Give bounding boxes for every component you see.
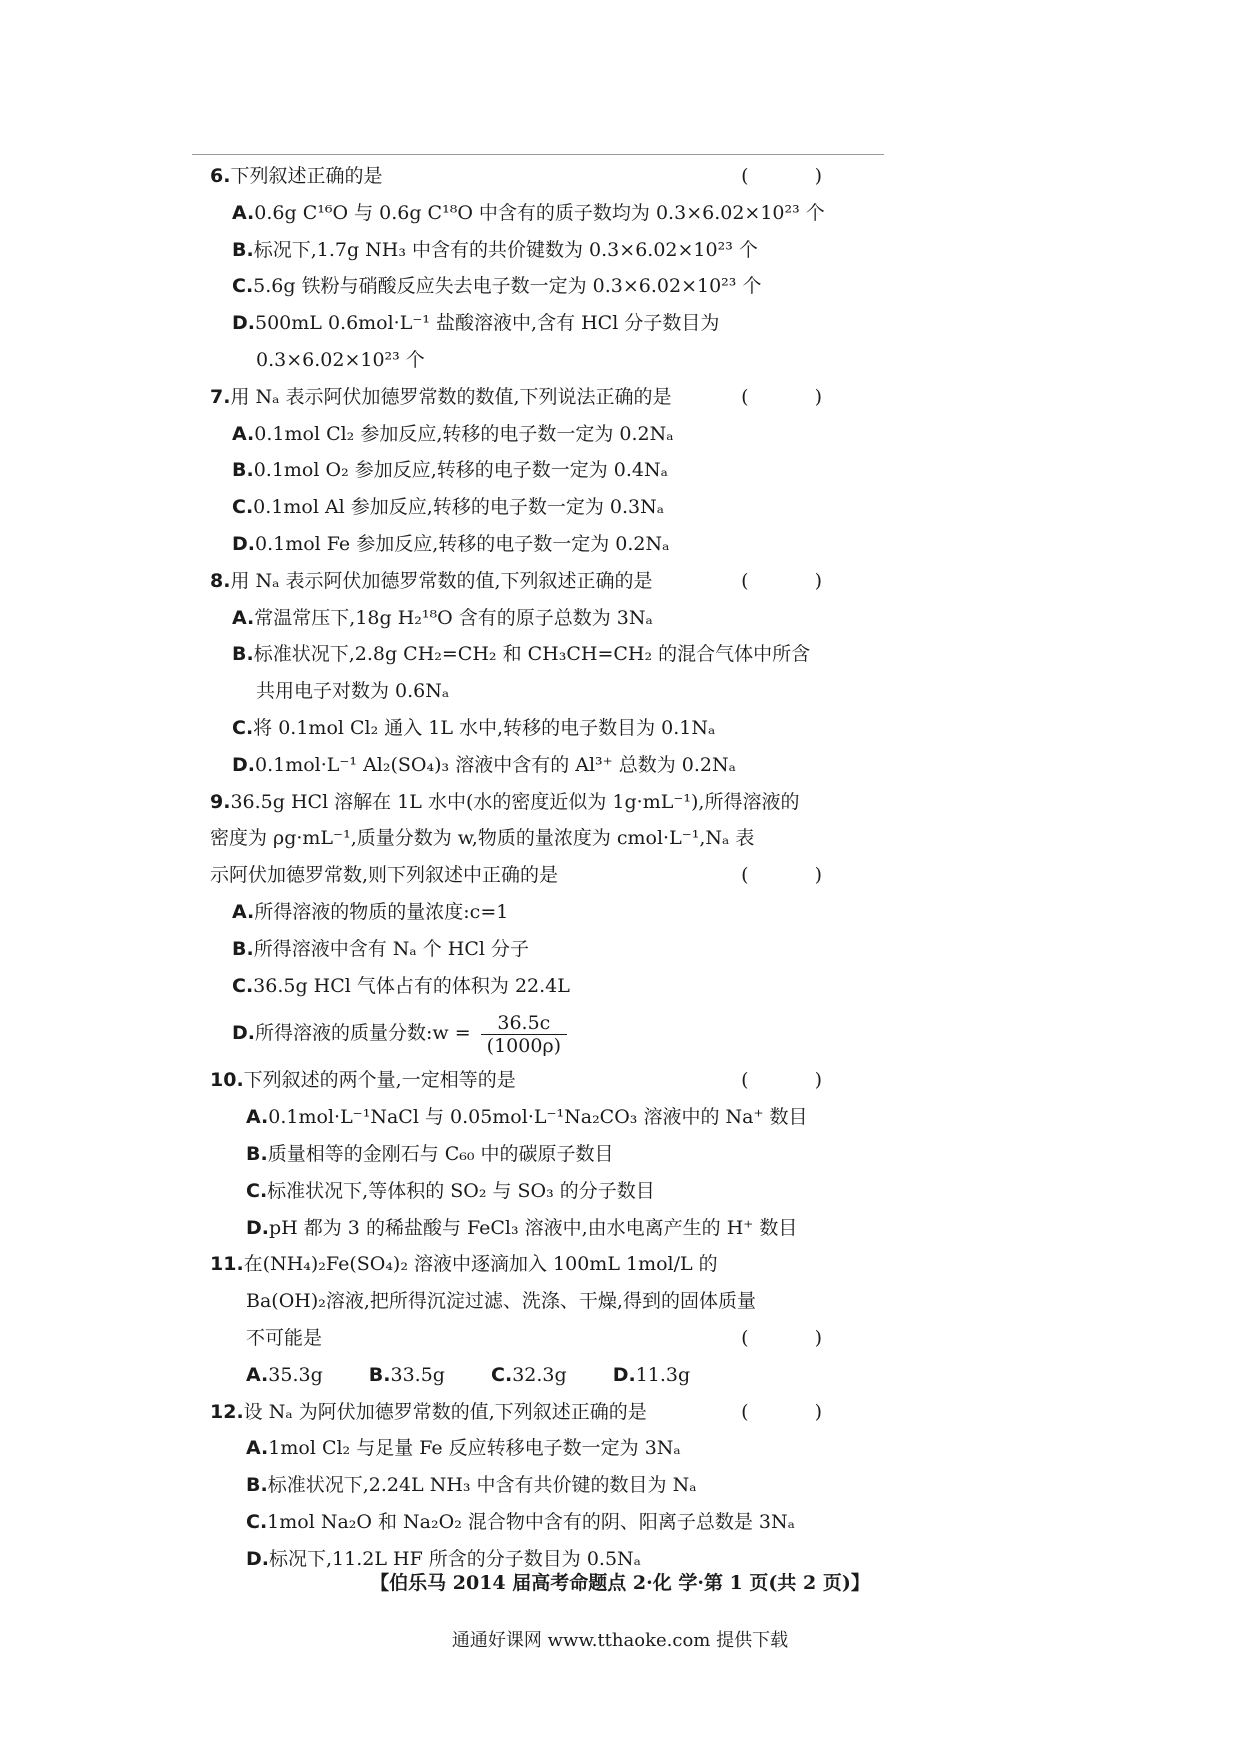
q6-option-d-continued: 0.3×6.02×10²³ 个 bbox=[256, 348, 425, 371]
q9-option-d bbox=[210, 1004, 870, 1062]
option-text: 所得溶液的质量分数:w = bbox=[255, 1022, 471, 1045]
q9-option-b bbox=[210, 931, 870, 968]
q7-option-a bbox=[210, 416, 870, 453]
option-label: C. bbox=[232, 716, 254, 739]
option-label: D. bbox=[246, 1216, 269, 1239]
answer-bracket: ( ) bbox=[741, 165, 852, 187]
option-label: C. bbox=[246, 1179, 268, 1202]
q6-option-d bbox=[210, 305, 870, 342]
q10-option-b bbox=[210, 1136, 870, 1173]
question-11-stem-line-3 bbox=[210, 1320, 870, 1357]
option-text: 标准状况下,等体积的 SO₂ 与 SO₃ 的分子数目 bbox=[267, 1179, 655, 1202]
question-number: 11. bbox=[210, 1253, 244, 1276]
question-number: 9. bbox=[210, 790, 231, 813]
q7-option-d bbox=[210, 526, 870, 563]
option-label: A. bbox=[232, 900, 255, 923]
q9-option-a bbox=[210, 894, 870, 931]
option-text: 标况下,1.7g NH₃ 中含有的共价键数为 0.3×6.02×10²³ 个 bbox=[253, 238, 758, 261]
option-text: 将 0.1mol Cl₂ 通入 1L 水中,转移的电子数目为 0.1Nₐ bbox=[253, 716, 716, 739]
option-label: B. bbox=[368, 1363, 391, 1386]
option-label: B. bbox=[246, 1474, 268, 1497]
option-label: D. bbox=[232, 312, 255, 335]
option-text: 1mol Na₂O 和 Na₂O₂ 混合物中含有的阴、阳离子总数是 3Nₐ bbox=[267, 1510, 795, 1533]
option-label: D. bbox=[232, 753, 255, 776]
q8-option-b-continued: 共用电子对数为 0.6Nₐ bbox=[256, 680, 450, 703]
question-11-stem-line-2: Ba(OH)₂溶液,把所得沉淀过滤、洗涤、干燥,得到的固体质量 bbox=[246, 1290, 756, 1313]
option-text: 标况下,11.2L HF 所含的分子数目为 0.5Nₐ bbox=[269, 1547, 642, 1570]
q6-option-c bbox=[210, 268, 870, 305]
answer-bracket: ( ) bbox=[741, 864, 852, 887]
option-text: 所得溶液的物质的量浓度:c=1 bbox=[254, 900, 509, 923]
option-label: C. bbox=[491, 1363, 513, 1386]
question-content bbox=[210, 158, 870, 1577]
option-label: D. bbox=[612, 1363, 636, 1386]
question-8-stem bbox=[210, 563, 870, 600]
question-10-stem bbox=[210, 1062, 870, 1099]
option-label: C. bbox=[232, 496, 254, 519]
question-text: 设 Nₐ 为阿伏加德罗常数的值,下列叙述正确的是 bbox=[243, 1400, 647, 1423]
q8-option-d bbox=[210, 747, 870, 784]
q11-option-a bbox=[246, 1357, 323, 1394]
option-text: 32.3g bbox=[512, 1363, 567, 1386]
question-number: 12. bbox=[210, 1400, 244, 1423]
option-label: B. bbox=[232, 643, 254, 666]
option-label: C. bbox=[232, 974, 254, 997]
option-text: 标准状况下,2.24L NH₃ 中含有共价键的数目为 Nₐ bbox=[267, 1474, 697, 1497]
q8-option-c bbox=[210, 710, 870, 747]
option-label: B. bbox=[232, 937, 254, 960]
option-text: 33.5g bbox=[390, 1363, 445, 1386]
answer-bracket: ( ) bbox=[741, 1400, 852, 1423]
option-label: B. bbox=[232, 238, 254, 261]
q12-option-a bbox=[210, 1430, 870, 1467]
question-6-stem bbox=[210, 158, 870, 195]
question-text: 不可能是 bbox=[246, 1326, 323, 1349]
option-text: 标准状况下,2.8g CH₂=CH₂ 和 CH₃CH=CH₂ 的混合气体中所含 bbox=[253, 643, 811, 666]
option-text: 11.3g bbox=[635, 1363, 691, 1386]
option-label: B. bbox=[246, 1142, 268, 1165]
option-label: A. bbox=[232, 201, 255, 224]
question-9-stem-line-3 bbox=[210, 857, 870, 894]
q6-option-a bbox=[210, 195, 870, 232]
q11-option-d bbox=[613, 1357, 690, 1394]
option-text: 0.1mol Fe 参加反应,转移的电子数一定为 0.2Nₐ bbox=[255, 532, 670, 555]
option-label: B. bbox=[232, 459, 254, 482]
option-text: 5.6g 铁粉与硝酸反应失去电子数一定为 0.3×6.02×10²³ 个 bbox=[253, 275, 762, 298]
q11-option-b bbox=[369, 1357, 445, 1394]
q11-options bbox=[210, 1357, 870, 1394]
option-text: 质量相等的金刚石与 C₆₀ 中的碳原子数目 bbox=[267, 1142, 614, 1165]
question-number: 6. bbox=[210, 165, 231, 187]
q11-option-c bbox=[491, 1357, 567, 1394]
option-label: A. bbox=[246, 1437, 269, 1460]
answer-bracket: ( ) bbox=[741, 385, 852, 408]
question-text: 在(NH₄)₂Fe(SO₄)₂ 溶液中逐滴加入 100mL 1mol/L 的 bbox=[243, 1253, 718, 1276]
question-text: 下列叙述正确的是 bbox=[230, 165, 383, 187]
option-text: 0.1mol·L⁻¹ Al₂(SO₄)₃ 溶液中含有的 Al³⁺ 总数为 0.2Nₐ bbox=[255, 753, 736, 776]
option-label: D. bbox=[232, 532, 255, 555]
page-footer: 【伯乐马 2014 届高考命题点 2·化 学·第 1 页(共 2 页)】 bbox=[370, 1572, 870, 1594]
source-credit: 通通好课网 www.tthaoke.com 提供下载 bbox=[451, 1630, 789, 1651]
option-label: D. bbox=[246, 1547, 269, 1570]
question-text: 用 Nₐ 表示阿伏加德罗常数的值,下列叙述正确的是 bbox=[230, 569, 653, 592]
option-text: 35.3g bbox=[268, 1363, 323, 1386]
question-12-stem bbox=[210, 1394, 870, 1431]
option-label: D. bbox=[232, 1022, 255, 1045]
top-rule bbox=[192, 154, 884, 155]
answer-bracket: ( ) bbox=[741, 1069, 852, 1092]
fraction-numerator: 36.5c bbox=[481, 1012, 567, 1035]
option-text: 常温常压下,18g H₂¹⁸O 含有的原子总数为 3Nₐ bbox=[254, 606, 653, 629]
q10-option-d bbox=[210, 1210, 870, 1247]
option-label: A. bbox=[232, 606, 255, 629]
question-number: 8. bbox=[210, 569, 231, 592]
question-9-stem-line-2: 密度为 ρg·mL⁻¹,质量分数为 w,物质的量浓度为 cmol·L⁻¹,Nₐ 表 bbox=[210, 827, 755, 850]
option-label: A. bbox=[246, 1106, 269, 1129]
question-number: 10. bbox=[210, 1069, 244, 1092]
option-text: 所得溶液中含有 Nₐ 个 HCl 分子 bbox=[253, 937, 529, 960]
option-label: A. bbox=[232, 422, 255, 445]
option-text: 500mL 0.6mol·L⁻¹ 盐酸溶液中,含有 HCl 分子数目为 bbox=[255, 312, 720, 335]
option-text: 1mol Cl₂ 与足量 Fe 反应转移电子数一定为 3Nₐ bbox=[268, 1437, 681, 1460]
option-label: A. bbox=[246, 1363, 269, 1386]
q10-option-a bbox=[210, 1099, 870, 1136]
q10-option-c bbox=[210, 1173, 870, 1210]
option-text: 0.1mol Cl₂ 参加反应,转移的电子数一定为 0.2Nₐ bbox=[254, 422, 674, 445]
q7-option-b bbox=[210, 452, 870, 489]
option-text: pH 都为 3 的稀盐酸与 FeCl₃ 溶液中,由水电离产生的 H⁺ 数目 bbox=[269, 1216, 798, 1239]
q6-option-b bbox=[210, 232, 870, 269]
fraction bbox=[481, 1012, 567, 1057]
q7-option-c bbox=[210, 489, 870, 526]
q12-option-b bbox=[210, 1467, 870, 1504]
answer-bracket: ( ) bbox=[741, 1326, 852, 1349]
q8-option-a bbox=[210, 600, 870, 637]
question-text: 用 Nₐ 表示阿伏加德罗常数的数值,下列说法正确的是 bbox=[230, 385, 672, 408]
option-label: C. bbox=[232, 275, 254, 298]
question-text: 示阿伏加德罗常数,则下列叙述中正确的是 bbox=[210, 864, 559, 887]
question-11-stem bbox=[210, 1246, 870, 1283]
option-text: 0.1mol·L⁻¹NaCl 与 0.05mol·L⁻¹Na₂CO₃ 溶液中的 Na⁺ 数目 bbox=[268, 1106, 808, 1129]
answer-bracket: ( ) bbox=[741, 569, 852, 592]
option-text: 0.1mol O₂ 参加反应,转移的电子数一定为 0.4Nₐ bbox=[253, 459, 668, 482]
option-text: 0.6g C¹⁶O 与 0.6g C¹⁸O 中含有的质子数均为 0.3×6.02×10²³ 个 bbox=[254, 201, 825, 224]
option-label: C. bbox=[246, 1510, 268, 1533]
question-number: 7. bbox=[210, 385, 231, 408]
q9-option-c bbox=[210, 968, 870, 1005]
question-text: 36.5g HCl 溶解在 1L 水中(水的密度近似为 1g·mL⁻¹),所得溶液的 bbox=[230, 790, 800, 813]
option-text: 0.1mol Al 参加反应,转移的电子数一定为 0.3Nₐ bbox=[253, 496, 665, 519]
fraction-denominator: (1000ρ) bbox=[486, 1034, 562, 1057]
question-7-stem bbox=[210, 379, 870, 416]
q12-option-c bbox=[210, 1504, 870, 1541]
option-text: 36.5g HCl 气体占有的体积为 22.4L bbox=[253, 974, 570, 997]
q8-option-b bbox=[210, 636, 870, 673]
question-9-stem bbox=[210, 784, 870, 821]
question-text: 下列叙述的两个量,一定相等的是 bbox=[243, 1069, 516, 1092]
